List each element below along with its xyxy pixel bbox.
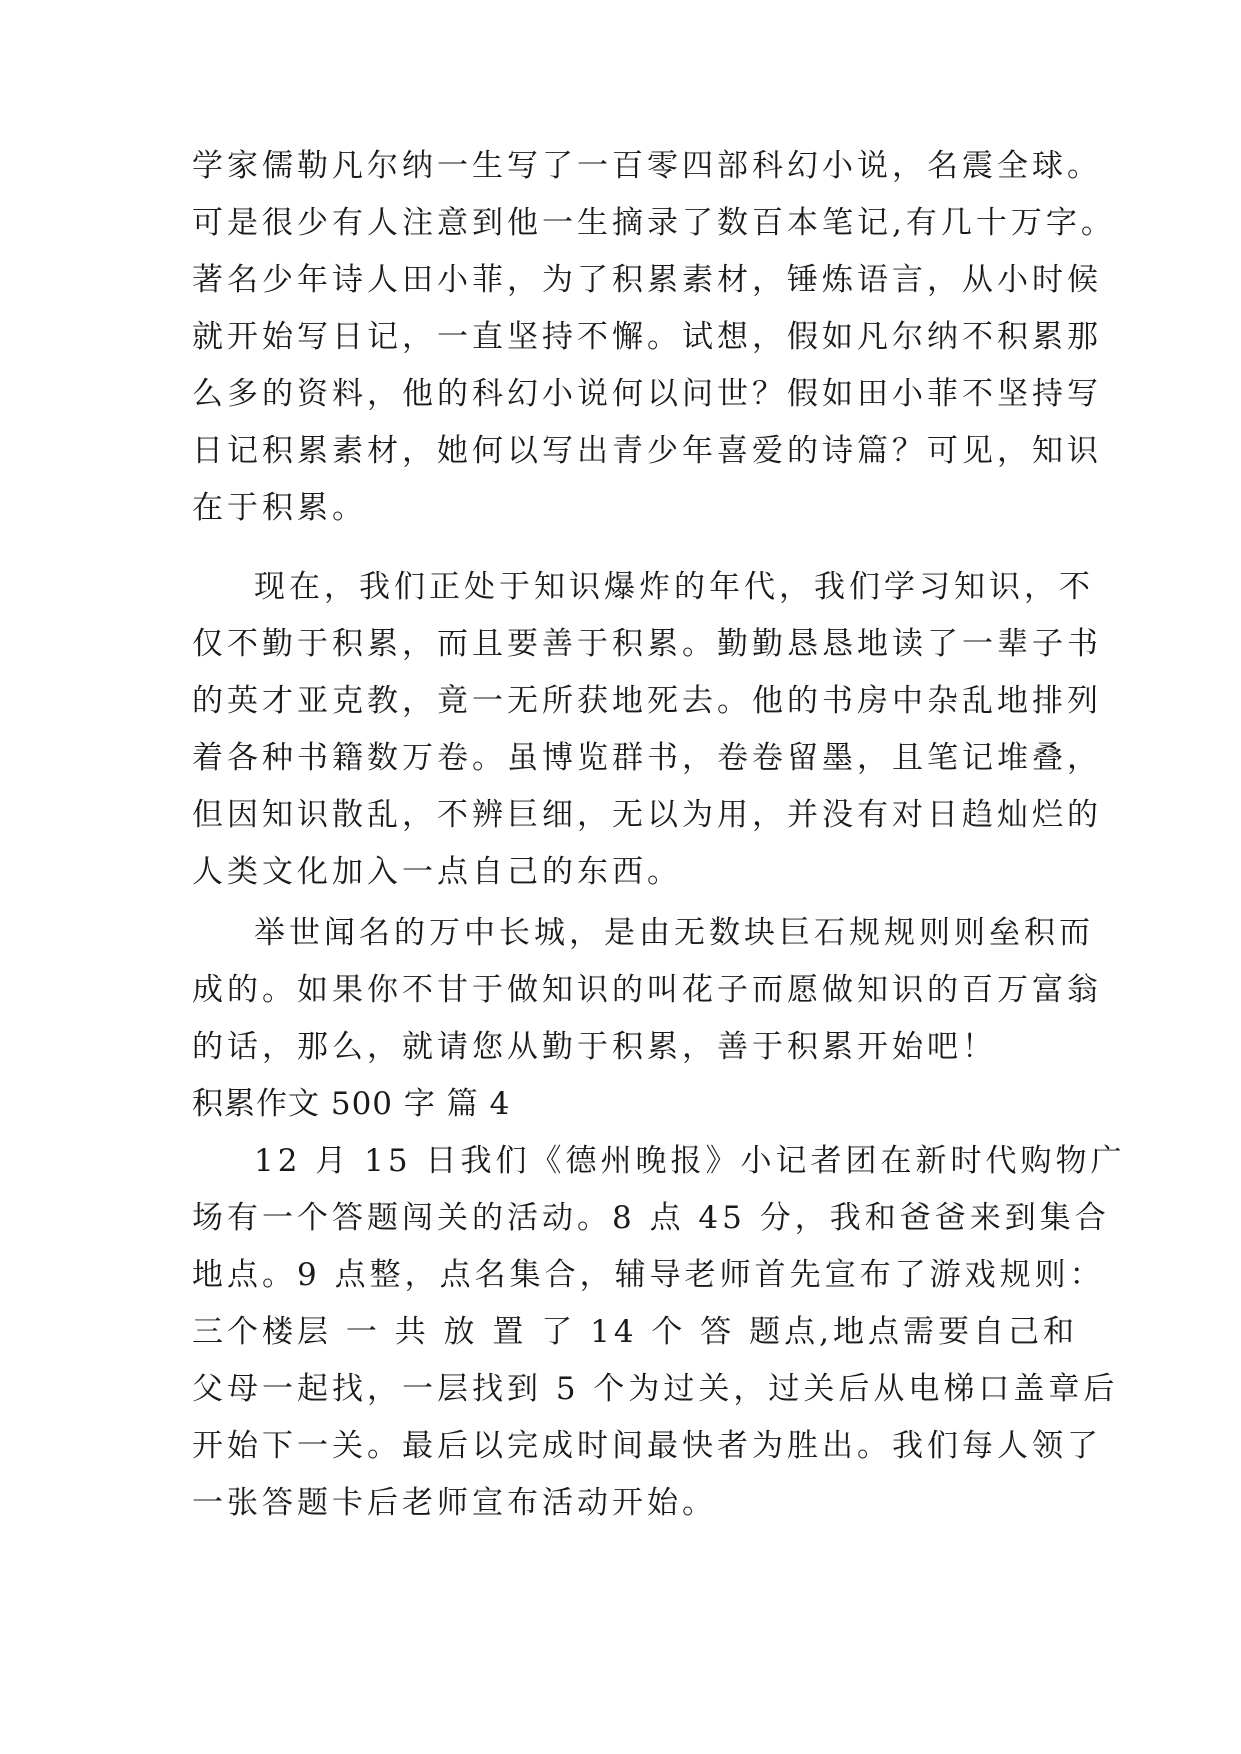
text-line: 一张答题卡后老师宣布活动开始。 — [192, 1485, 717, 1521]
paragraph-first-line: 现在，我们正处于知识爆炸的年代，我们学习知识，不 — [254, 569, 1094, 605]
text-line: 人类文化加入一点自己的东西。 — [192, 854, 682, 890]
text-line: 父母一起找，一层找到 5 个为过关，过关后从电梯口盖章后 — [192, 1371, 1119, 1407]
text-line: 的英才亚克教，竟一无所获地死去。他的书房中杂乱地排列 — [192, 683, 1102, 719]
text-line: 的话，那么，就请您从勤于积累，善于积累开始吧！ — [192, 1029, 997, 1065]
text-line: 可是很少有人注意到他一生摘录了数百本笔记,有几十万字。 — [192, 205, 1116, 241]
paragraph-first-line: 举世闻名的万中长城，是由无数块巨石规规则则垒积而 — [254, 915, 1094, 951]
text-line: 就开始写日记，一直坚持不懈。试想，假如凡尔纳不积累那 — [192, 319, 1102, 355]
paragraph-first-line: 12 月 15 日我们《德州晚报》小记者团在新时代购物广 — [254, 1143, 1126, 1179]
text-line: 开始下一关。最后以完成时间最快者为胜出。我们每人领了 — [192, 1428, 1102, 1464]
text-line: 学家儒勒凡尔纳一生写了一百零四部科幻小说，名震全球。 — [192, 148, 1102, 184]
text-line: 著名少年诗人田小菲，为了积累素材，锤炼语言，从小时候 — [192, 262, 1102, 298]
text-line: 三个楼层 一 共 放 置 了 14 个 答 题点,地点需要自己和 — [192, 1314, 1078, 1350]
text-line: 地点。9 点整，点名集合，辅导老师首先宣布了游戏规则： — [192, 1257, 1105, 1293]
section-heading: 积累作文 500 字 篇 4 — [192, 1086, 511, 1122]
text-line: 在于积累。 — [192, 490, 367, 526]
text-line: 着各种书籍数万卷。虽博览群书，卷卷留墨，且笔记堆叠， — [192, 740, 1102, 776]
text-line: 成的。如果你不甘于做知识的叫花子而愿做知识的百万富翁 — [192, 972, 1102, 1008]
text-line: 场有一个答题闯关的活动。8 点 45 分，我和爸爸来到集合 — [192, 1200, 1110, 1236]
text-line: 么多的资料，他的科幻小说何以问世？假如田小菲不坚持写 — [192, 376, 1102, 412]
text-line: 但因知识散乱，不辨巨细，无以为用，并没有对日趋灿烂的 — [192, 797, 1102, 833]
text-line: 仅不勤于积累，而且要善于积累。勤勤恳恳地读了一辈子书 — [192, 626, 1102, 662]
text-line: 日记积累素材，她何以写出青少年喜爱的诗篇？可见，知识 — [192, 433, 1102, 469]
